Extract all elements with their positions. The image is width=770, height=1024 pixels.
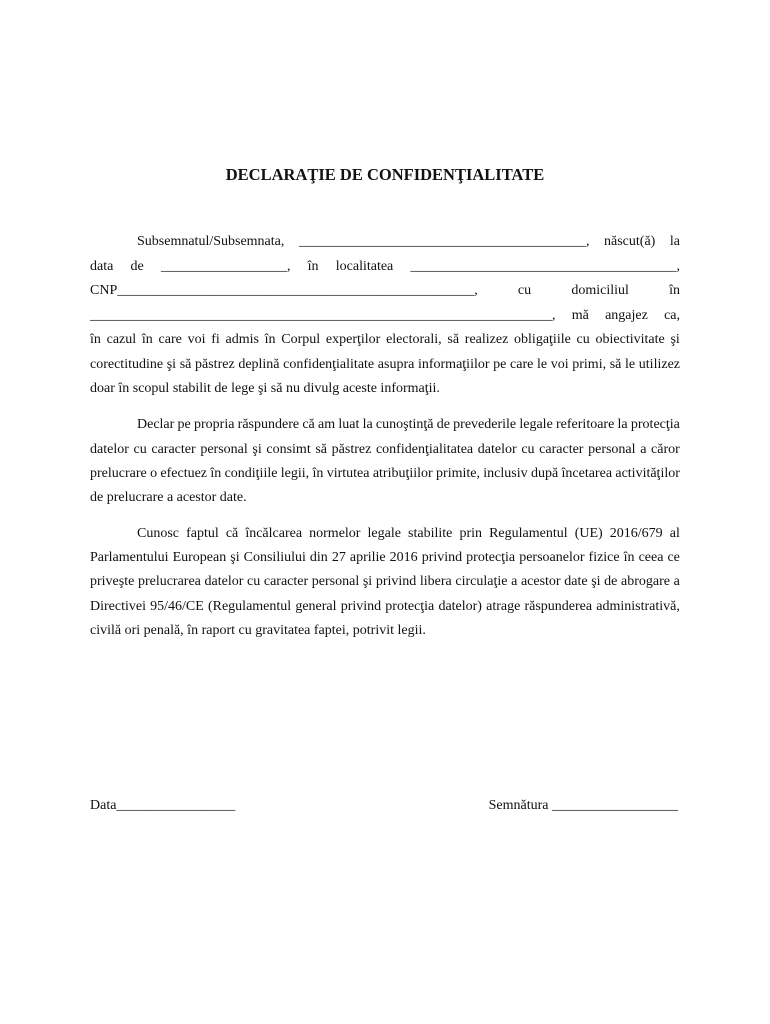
text-word: informaţiilor [417,357,490,372]
text-word: privind [340,599,382,614]
text-word: mă [571,308,589,323]
text-word: de [130,259,144,274]
paragraph-3-line [137,527,680,541]
text-word: ce [667,550,680,565]
text-word: fizice [588,550,620,565]
text-word: activităţilor [615,466,680,481]
text-word: Consiliului [243,550,306,565]
text-word: efectuez [160,466,208,481]
text-word: primite, [436,466,480,481]
text-word: persoanelor [519,550,585,565]
text-word: Cunosc [137,526,179,541]
paragraph-1-line [90,382,680,396]
text-word: şi [670,332,680,347]
text-word: cu [517,283,532,298]
text-word: inclusiv [483,466,528,481]
paragraph-1-line [90,358,680,372]
text-word: stabilite [408,526,453,541]
text-word: prelucrarea [137,574,201,589]
text-word: şi [362,574,373,589]
text-word: acestor [520,574,561,589]
text-word: că [225,526,239,541]
paragraph-3-line [90,575,680,589]
text-word: atrage [486,599,521,614]
text-word: fi [211,332,220,347]
paragraph-3-line [90,551,680,565]
text-word: o [150,466,158,481]
text-word: Subsemnatul/Subsemnata, [137,234,285,249]
text-word: faptul [186,526,219,541]
text-word: utilizez [638,357,680,372]
text-word: 95/46/CE [150,599,204,614]
text-word: de [436,417,450,432]
text-word: cazul [106,332,137,347]
text-word: caracter [539,442,584,457]
text-word: doar în scopul stabilit de lege şi să nu divulg aceste informaţii. [90,381,440,396]
text-word: confidenţialitate [283,357,375,372]
text-word: şi [591,574,601,589]
text-word: încetarea [561,466,613,481]
text-word: civilă ori penală, în raport cu gravitatea faptei, potrivit legii. [90,623,426,638]
text-word: protecţia [466,550,516,565]
paragraph-1-line [90,333,680,347]
text-word: la [617,417,628,432]
text-word: în [312,466,324,481]
text-word: în [141,332,153,347]
text-word: ceea [638,550,664,565]
paragraph-2-line [90,467,680,481]
text-word: datelor [204,574,244,589]
text-word: obiectivitate [595,332,665,347]
text-word: privind [421,550,463,565]
text-word: răspundere [237,417,300,432]
text-word: să [179,357,192,372]
text-word: European [172,550,227,565]
text-word: referitoare [556,417,615,432]
text-word: consimt [266,442,311,457]
text-word: virtutea [326,466,370,481]
text-word: deplină [238,357,280,372]
text-word: a [673,574,680,589]
text-word: legii, [280,466,310,481]
text-word: în [669,283,680,298]
text-word: data [90,259,114,274]
text-word: a [511,574,518,589]
text-word: luat [338,417,360,432]
text-word: caracter [151,442,196,457]
text-word: la [669,234,680,249]
paragraph-3-line [90,624,680,638]
text-word: 27 [331,550,346,565]
text-word: legale [367,526,401,541]
text-word: _________________________________________, [298,234,590,249]
text-word: confidenţialitatea [375,442,474,457]
text-word: normelor [309,526,361,541]
text-word: Corpul [281,332,321,347]
text-word: la [362,417,373,432]
text-word: __________________________________________________________________, [90,308,556,323]
text-word: voi [550,357,569,372]
text-word: 2016 [389,550,418,565]
text-word: cunoştinţă [375,417,434,432]
text-word: ca, [664,308,680,323]
text-word: Declar [137,417,175,432]
text-word: al [669,526,680,541]
text-word: asupra [377,357,415,372]
text-word: cu [576,332,590,347]
text-word: născut(ă) [604,234,656,249]
text-word: în [210,466,222,481]
text-word: păstrez [331,442,372,457]
paragraph-3-line [90,600,680,614]
document-title: DECLARAŢIE DE CONFIDENŢIALITATE [225,165,545,184]
paragraph-1-line [90,284,680,298]
text-word: (Regulamentul [207,599,292,614]
text-word: condiţiile [224,466,278,481]
text-word: le [625,357,636,372]
text-word: cu [247,574,261,589]
text-word: priveşte [90,574,135,589]
text-word: privind [375,574,417,589]
text-word: libera [419,574,452,589]
date-signature-line: Data_________________ [90,798,236,813]
text-word: în [90,332,101,347]
text-word: angajez [605,308,648,323]
text-word: admis [225,332,259,347]
text-word: că [302,417,315,432]
text-word: date [564,574,588,589]
text-word: aprilie [349,550,386,565]
text-word: datelor [477,442,517,457]
text-word: să [609,357,622,372]
text-word: cu [133,442,147,457]
text-word: de [604,574,618,589]
text-word: CNP___________________________________________________, [90,283,478,298]
text-word: protecţia [385,599,435,614]
text-word: prin [459,526,483,541]
text-word: să [315,442,328,457]
text-word: domiciliul [571,283,629,298]
text-word: datelor) [438,599,482,614]
text-word: le [536,357,548,372]
text-word: corectitudine [90,357,164,372]
text-word: în [264,332,276,347]
text-word: din [309,550,328,565]
text-word: căror [651,442,680,457]
text-word: prelucrare [90,466,147,481]
text-word: localitatea [335,259,394,274]
text-word: administrativă, [596,599,680,614]
text-word: după [530,466,559,481]
text-word: păstrez [195,357,235,372]
text-word: pe [177,417,191,432]
text-word: care [158,332,182,347]
text-word: legale [519,417,553,432]
text-word: protecţia [630,417,680,432]
text-word: general [295,599,337,614]
text-word: personal [311,574,360,589]
text-word: să [447,332,460,347]
signature-line: Semnătura __________________ [488,798,678,813]
text-word: propria [194,417,235,432]
text-word: caracter [263,574,309,589]
text-word: electorali, [386,332,442,347]
text-word: am [318,417,336,432]
text-word: răspunderea [524,599,593,614]
text-word: primi, [572,357,607,372]
text-word: (UE) [574,526,603,541]
text-word: Regulamentul [489,526,568,541]
text-word: în [307,259,319,274]
text-word: Directivei [90,599,146,614]
text-word: în [623,550,635,565]
text-word: cu [521,442,535,457]
paragraph-2-line [137,418,680,432]
text-word: pe [493,357,507,372]
text-word: a [640,442,647,457]
text-word: voi [187,332,206,347]
text-word: __________________, [160,259,291,274]
paragraph-1-line [90,309,680,323]
text-word: şi [252,442,262,457]
text-word: şi [166,357,177,372]
text-word: încălcarea [245,526,303,541]
text-word: care [510,357,534,372]
paragraph-1-line [90,260,680,274]
text-word: şi [230,550,240,565]
text-word: de prelucrare a acestor date. [90,490,247,505]
text-word: realizez [464,332,509,347]
paragraph-1-line [137,235,680,249]
paragraph-2-line [90,491,680,505]
text-word: atribuţiilor [372,466,433,481]
text-word: personal [200,442,248,457]
text-word: experţilor [325,332,381,347]
text-word: abrogare [621,574,670,589]
text-word: circulaţie [455,574,508,589]
text-word: prevederile [453,417,517,432]
text-word: datelor [90,442,129,457]
paragraph-2-line [90,443,680,457]
text-word: ______________________________________, [410,259,680,274]
text-word: personal [588,442,636,457]
text-word: 2016/679 [609,526,663,541]
text-word: obligaţiile [514,332,571,347]
text-word: Parlamentului [90,550,169,565]
